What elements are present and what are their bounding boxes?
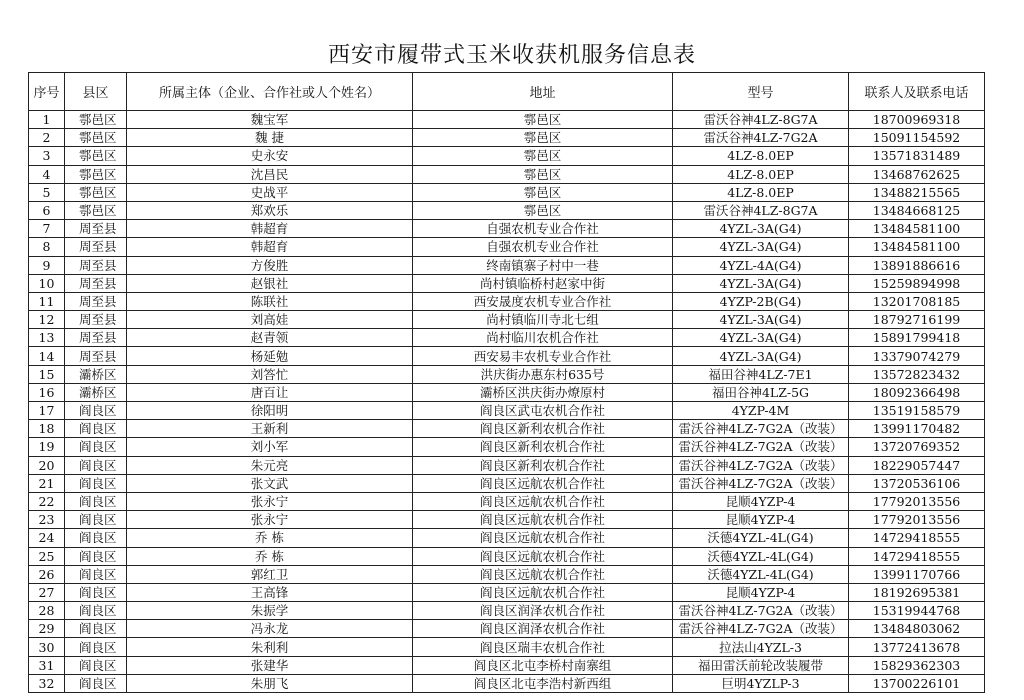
cell-model: 4YZP-4M bbox=[673, 402, 849, 420]
table-row bbox=[29, 638, 985, 656]
cell-county: 阎良区 bbox=[65, 529, 127, 547]
cell-owner: 冯永龙 bbox=[127, 620, 413, 638]
cell-county: 阎良区 bbox=[65, 402, 127, 420]
cell-model: 雷沃谷神4LZ-7G2A（改装） bbox=[673, 620, 849, 638]
cell-index: 28 bbox=[29, 602, 65, 620]
cell-index: 12 bbox=[29, 311, 65, 329]
cell-owner: 唐百让 bbox=[127, 383, 413, 401]
cell-county: 周至县 bbox=[65, 329, 127, 347]
cell-county: 阎良区 bbox=[65, 492, 127, 510]
cell-index: 1 bbox=[29, 111, 65, 129]
cell-index: 17 bbox=[29, 402, 65, 420]
table-row bbox=[29, 383, 985, 401]
cell-county: 灞桥区 bbox=[65, 365, 127, 383]
table-row bbox=[29, 347, 985, 365]
cell-address: 阎良区瑞丰农机合作社 bbox=[413, 638, 673, 656]
cell-county: 周至县 bbox=[65, 274, 127, 292]
cell-model: 4YZL-3A(G4) bbox=[673, 274, 849, 292]
cell-phone: 15829362303 bbox=[849, 656, 985, 674]
cell-index: 23 bbox=[29, 511, 65, 529]
cell-phone: 17792013556 bbox=[849, 511, 985, 529]
table-row bbox=[29, 220, 985, 238]
cell-phone: 13571831489 bbox=[849, 147, 985, 165]
document-title: 西安市履带式玉米收获机服务信息表 bbox=[327, 43, 696, 68]
cell-owner: 王高锋 bbox=[127, 583, 413, 601]
cell-owner: 王新利 bbox=[127, 420, 413, 438]
cell-phone: 13379074279 bbox=[849, 347, 985, 365]
cell-phone: 18092366498 bbox=[849, 383, 985, 401]
cell-county: 阎良区 bbox=[65, 674, 127, 692]
cell-address: 阎良区远航农机合作社 bbox=[413, 492, 673, 510]
table-header-row bbox=[29, 73, 985, 111]
cell-address: 西安易丰农机专业合作社 bbox=[413, 347, 673, 365]
cell-model: 4LZ-8.0EP bbox=[673, 183, 849, 201]
cell-index: 10 bbox=[29, 274, 65, 292]
cell-county: 阎良区 bbox=[65, 602, 127, 620]
cell-owner: 张文武 bbox=[127, 474, 413, 492]
cell-phone: 13991170482 bbox=[849, 420, 985, 438]
table-body bbox=[29, 111, 985, 693]
cell-address: 鄠邑区 bbox=[413, 165, 673, 183]
harvester-service-table bbox=[28, 72, 985, 693]
cell-county: 阎良区 bbox=[65, 456, 127, 474]
cell-index: 11 bbox=[29, 292, 65, 310]
cell-owner: 乔 栋 bbox=[127, 529, 413, 547]
cell-address: 尚村临川农机合作社 bbox=[413, 329, 673, 347]
table-row bbox=[29, 656, 985, 674]
cell-phone: 13488215565 bbox=[849, 183, 985, 201]
cell-index: 29 bbox=[29, 620, 65, 638]
cell-index: 31 bbox=[29, 656, 65, 674]
table-row bbox=[29, 147, 985, 165]
cell-model: 沃德4YZL-4L(G4) bbox=[673, 547, 849, 565]
cell-phone: 13720769352 bbox=[849, 438, 985, 456]
cell-model: 巨明4YZLP-3 bbox=[673, 674, 849, 692]
cell-county: 阎良区 bbox=[65, 656, 127, 674]
cell-owner: 韩超育 bbox=[127, 220, 413, 238]
cell-owner: 魏 捷 bbox=[127, 129, 413, 147]
cell-index: 14 bbox=[29, 347, 65, 365]
cell-model: 4YZP-2B(G4) bbox=[673, 292, 849, 310]
table-row bbox=[29, 402, 985, 420]
cell-address: 尚村镇临桥村赵家中街 bbox=[413, 274, 673, 292]
cell-owner: 史战平 bbox=[127, 183, 413, 201]
header-index: 序号 bbox=[29, 73, 65, 111]
table-row bbox=[29, 438, 985, 456]
cell-county: 周至县 bbox=[65, 256, 127, 274]
cell-county: 鄠邑区 bbox=[65, 129, 127, 147]
cell-index: 3 bbox=[29, 147, 65, 165]
cell-county: 灞桥区 bbox=[65, 383, 127, 401]
cell-model: 4YZL-4A(G4) bbox=[673, 256, 849, 274]
table-row bbox=[29, 474, 985, 492]
cell-model: 福田谷神4LZ-5G bbox=[673, 383, 849, 401]
cell-phone: 18792716199 bbox=[849, 311, 985, 329]
cell-owner: 魏宝军 bbox=[127, 111, 413, 129]
cell-address: 阎良区远航农机合作社 bbox=[413, 547, 673, 565]
cell-index: 27 bbox=[29, 583, 65, 601]
cell-county: 阎良区 bbox=[65, 420, 127, 438]
cell-address: 尚村镇临川寺北七组 bbox=[413, 311, 673, 329]
cell-model: 昆顺4YZP-4 bbox=[673, 511, 849, 529]
cell-model: 4YZL-3A(G4) bbox=[673, 311, 849, 329]
cell-model: 雷沃谷神4LZ-8G7A bbox=[673, 201, 849, 219]
cell-county: 鄠邑区 bbox=[65, 183, 127, 201]
table-row bbox=[29, 511, 985, 529]
table-row bbox=[29, 620, 985, 638]
cell-phone: 17792013556 bbox=[849, 492, 985, 510]
cell-model: 福田雷沃前轮改装履带 bbox=[673, 656, 849, 674]
cell-county: 阎良区 bbox=[65, 547, 127, 565]
cell-phone: 13484803062 bbox=[849, 620, 985, 638]
cell-phone: 14729418555 bbox=[849, 529, 985, 547]
cell-owner: 张建华 bbox=[127, 656, 413, 674]
cell-model: 雷沃谷神4LZ-7G2A bbox=[673, 129, 849, 147]
cell-phone: 13484581100 bbox=[849, 220, 985, 238]
cell-address: 鄠邑区 bbox=[413, 183, 673, 201]
cell-model: 拉法山4YZL-3 bbox=[673, 638, 849, 656]
table-row bbox=[29, 111, 985, 129]
cell-address: 阎良区武屯农机合作社 bbox=[413, 402, 673, 420]
cell-county: 周至县 bbox=[65, 311, 127, 329]
cell-address: 阎良区远航农机合作社 bbox=[413, 511, 673, 529]
cell-index: 26 bbox=[29, 565, 65, 583]
table-row bbox=[29, 274, 985, 292]
cell-index: 25 bbox=[29, 547, 65, 565]
table-row bbox=[29, 201, 985, 219]
table-row bbox=[29, 583, 985, 601]
cell-model: 4YZL-3A(G4) bbox=[673, 238, 849, 256]
cell-index: 6 bbox=[29, 201, 65, 219]
table-row bbox=[29, 602, 985, 620]
table-row bbox=[29, 329, 985, 347]
cell-model: 4LZ-8.0EP bbox=[673, 165, 849, 183]
cell-model: 雷沃谷神4LZ-7G2A（改装） bbox=[673, 602, 849, 620]
cell-phone: 15319944768 bbox=[849, 602, 985, 620]
cell-index: 30 bbox=[29, 638, 65, 656]
table-row bbox=[29, 365, 985, 383]
cell-county: 阎良区 bbox=[65, 474, 127, 492]
cell-county: 周至县 bbox=[65, 220, 127, 238]
cell-model: 4YZL-3A(G4) bbox=[673, 329, 849, 347]
cell-address: 灞桥区洪庆街办燎原村 bbox=[413, 383, 673, 401]
header-phone: 联系人及联系电话 bbox=[849, 73, 985, 111]
table-row bbox=[29, 456, 985, 474]
cell-index: 8 bbox=[29, 238, 65, 256]
cell-county: 鄠邑区 bbox=[65, 147, 127, 165]
cell-address: 终南镇寨子村中一巷 bbox=[413, 256, 673, 274]
table-row bbox=[29, 492, 985, 510]
cell-index: 4 bbox=[29, 165, 65, 183]
cell-index: 22 bbox=[29, 492, 65, 510]
cell-address: 阎良区北屯李桥村南寨组 bbox=[413, 656, 673, 674]
cell-owner: 张永宁 bbox=[127, 511, 413, 529]
cell-phone: 13700226101 bbox=[849, 674, 985, 692]
cell-model: 雷沃谷神4LZ-8G7A bbox=[673, 111, 849, 129]
cell-owner: 郑欢乐 bbox=[127, 201, 413, 219]
cell-phone: 13572823432 bbox=[849, 365, 985, 383]
cell-model: 雷沃谷神4LZ-7G2A（改装） bbox=[673, 456, 849, 474]
cell-address: 西安晟度农机专业合作社 bbox=[413, 292, 673, 310]
cell-address: 阎良区远航农机合作社 bbox=[413, 583, 673, 601]
cell-county: 阎良区 bbox=[65, 638, 127, 656]
cell-owner: 赵青领 bbox=[127, 329, 413, 347]
cell-address: 鄠邑区 bbox=[413, 147, 673, 165]
table-row bbox=[29, 547, 985, 565]
cell-phone: 13720536106 bbox=[849, 474, 985, 492]
cell-phone: 15259894998 bbox=[849, 274, 985, 292]
cell-index: 9 bbox=[29, 256, 65, 274]
table-row bbox=[29, 565, 985, 583]
cell-model: 4YZL-3A(G4) bbox=[673, 220, 849, 238]
cell-address: 洪庆街办惠东村635号 bbox=[413, 365, 673, 383]
cell-owner: 朱利利 bbox=[127, 638, 413, 656]
cell-address: 阎良区新利农机合作社 bbox=[413, 420, 673, 438]
cell-phone: 13991170766 bbox=[849, 565, 985, 583]
cell-index: 13 bbox=[29, 329, 65, 347]
cell-owner: 朱振学 bbox=[127, 602, 413, 620]
cell-model: 昆顺4YZP-4 bbox=[673, 583, 849, 601]
cell-owner: 赵银社 bbox=[127, 274, 413, 292]
cell-phone: 13484668125 bbox=[849, 201, 985, 219]
cell-address: 阎良区润泽农机合作社 bbox=[413, 602, 673, 620]
cell-address: 鄠邑区 bbox=[413, 129, 673, 147]
cell-county: 阎良区 bbox=[65, 565, 127, 583]
cell-model: 4YZL-3A(G4) bbox=[673, 347, 849, 365]
cell-county: 周至县 bbox=[65, 292, 127, 310]
cell-owner: 刘答忙 bbox=[127, 365, 413, 383]
cell-address: 阎良区北屯李浩村新西组 bbox=[413, 674, 673, 692]
cell-phone: 13201708185 bbox=[849, 292, 985, 310]
cell-phone: 14729418555 bbox=[849, 547, 985, 565]
cell-county: 鄠邑区 bbox=[65, 165, 127, 183]
header-address: 地址 bbox=[413, 73, 673, 111]
cell-county: 阎良区 bbox=[65, 583, 127, 601]
cell-owner: 朱元亮 bbox=[127, 456, 413, 474]
cell-owner: 方俊胜 bbox=[127, 256, 413, 274]
cell-phone: 13519158579 bbox=[849, 402, 985, 420]
cell-owner: 徐阳明 bbox=[127, 402, 413, 420]
cell-address: 鄠邑区 bbox=[413, 201, 673, 219]
cell-phone: 18192695381 bbox=[849, 583, 985, 601]
cell-index: 20 bbox=[29, 456, 65, 474]
header-county: 县区 bbox=[65, 73, 127, 111]
cell-index: 15 bbox=[29, 365, 65, 383]
cell-index: 19 bbox=[29, 438, 65, 456]
cell-model: 沃德4YZL-4L(G4) bbox=[673, 529, 849, 547]
cell-model: 雷沃谷神4LZ-7G2A（改装） bbox=[673, 438, 849, 456]
cell-owner: 朱朋飞 bbox=[127, 674, 413, 692]
cell-address: 阎良区新利农机合作社 bbox=[413, 438, 673, 456]
cell-owner: 沈昌民 bbox=[127, 165, 413, 183]
cell-county: 阎良区 bbox=[65, 511, 127, 529]
cell-index: 18 bbox=[29, 420, 65, 438]
table-row bbox=[29, 311, 985, 329]
cell-index: 21 bbox=[29, 474, 65, 492]
cell-phone: 13468762625 bbox=[849, 165, 985, 183]
cell-owner: 郭红卫 bbox=[127, 565, 413, 583]
cell-phone: 18700969318 bbox=[849, 111, 985, 129]
cell-address: 自强农机专业合作社 bbox=[413, 238, 673, 256]
cell-phone: 18229057447 bbox=[849, 456, 985, 474]
cell-address: 自强农机专业合作社 bbox=[413, 220, 673, 238]
cell-owner: 史永安 bbox=[127, 147, 413, 165]
table-row bbox=[29, 292, 985, 310]
header-owner: 所属主体（企业、合作社或人个姓名） bbox=[127, 73, 413, 111]
cell-index: 32 bbox=[29, 674, 65, 692]
cell-owner: 韩超育 bbox=[127, 238, 413, 256]
cell-owner: 陈联社 bbox=[127, 292, 413, 310]
cell-phone: 13772413678 bbox=[849, 638, 985, 656]
cell-index: 16 bbox=[29, 383, 65, 401]
cell-index: 2 bbox=[29, 129, 65, 147]
cell-address: 阎良区远航农机合作社 bbox=[413, 565, 673, 583]
cell-model: 福田谷神4LZ-7E1 bbox=[673, 365, 849, 383]
table-row bbox=[29, 129, 985, 147]
table-row bbox=[29, 529, 985, 547]
cell-owner: 乔 栋 bbox=[127, 547, 413, 565]
table-row bbox=[29, 674, 985, 692]
cell-owner: 刘高娃 bbox=[127, 311, 413, 329]
cell-address: 阎良区远航农机合作社 bbox=[413, 474, 673, 492]
cell-county: 鄠邑区 bbox=[65, 201, 127, 219]
cell-owner: 张永宁 bbox=[127, 492, 413, 510]
cell-phone: 13484581100 bbox=[849, 238, 985, 256]
table-row bbox=[29, 256, 985, 274]
cell-county: 阎良区 bbox=[65, 438, 127, 456]
cell-phone: 15891799418 bbox=[849, 329, 985, 347]
cell-county: 阎良区 bbox=[65, 620, 127, 638]
table-row bbox=[29, 420, 985, 438]
cell-index: 24 bbox=[29, 529, 65, 547]
cell-model: 4LZ-8.0EP bbox=[673, 147, 849, 165]
cell-address: 阎良区远航农机合作社 bbox=[413, 529, 673, 547]
table-row bbox=[29, 183, 985, 201]
cell-phone: 15091154592 bbox=[849, 129, 985, 147]
cell-owner: 杨延勉 bbox=[127, 347, 413, 365]
header-model: 型号 bbox=[673, 73, 849, 111]
table-row bbox=[29, 238, 985, 256]
cell-county: 周至县 bbox=[65, 347, 127, 365]
cell-county: 周至县 bbox=[65, 238, 127, 256]
cell-index: 7 bbox=[29, 220, 65, 238]
cell-address: 鄠邑区 bbox=[413, 111, 673, 129]
cell-address: 阎良区润泽农机合作社 bbox=[413, 620, 673, 638]
cell-phone: 13891886616 bbox=[849, 256, 985, 274]
cell-model: 雷沃谷神4LZ-7G2A（改装） bbox=[673, 474, 849, 492]
cell-county: 鄠邑区 bbox=[65, 111, 127, 129]
cell-model: 昆顺4YZP-4 bbox=[673, 492, 849, 510]
cell-index: 5 bbox=[29, 183, 65, 201]
cell-model: 沃德4YZL-4L(G4) bbox=[673, 565, 849, 583]
table-row bbox=[29, 165, 985, 183]
cell-address: 阎良区新利农机合作社 bbox=[413, 456, 673, 474]
cell-model: 雷沃谷神4LZ-7G2A（改装） bbox=[673, 420, 849, 438]
cell-owner: 刘小军 bbox=[127, 438, 413, 456]
